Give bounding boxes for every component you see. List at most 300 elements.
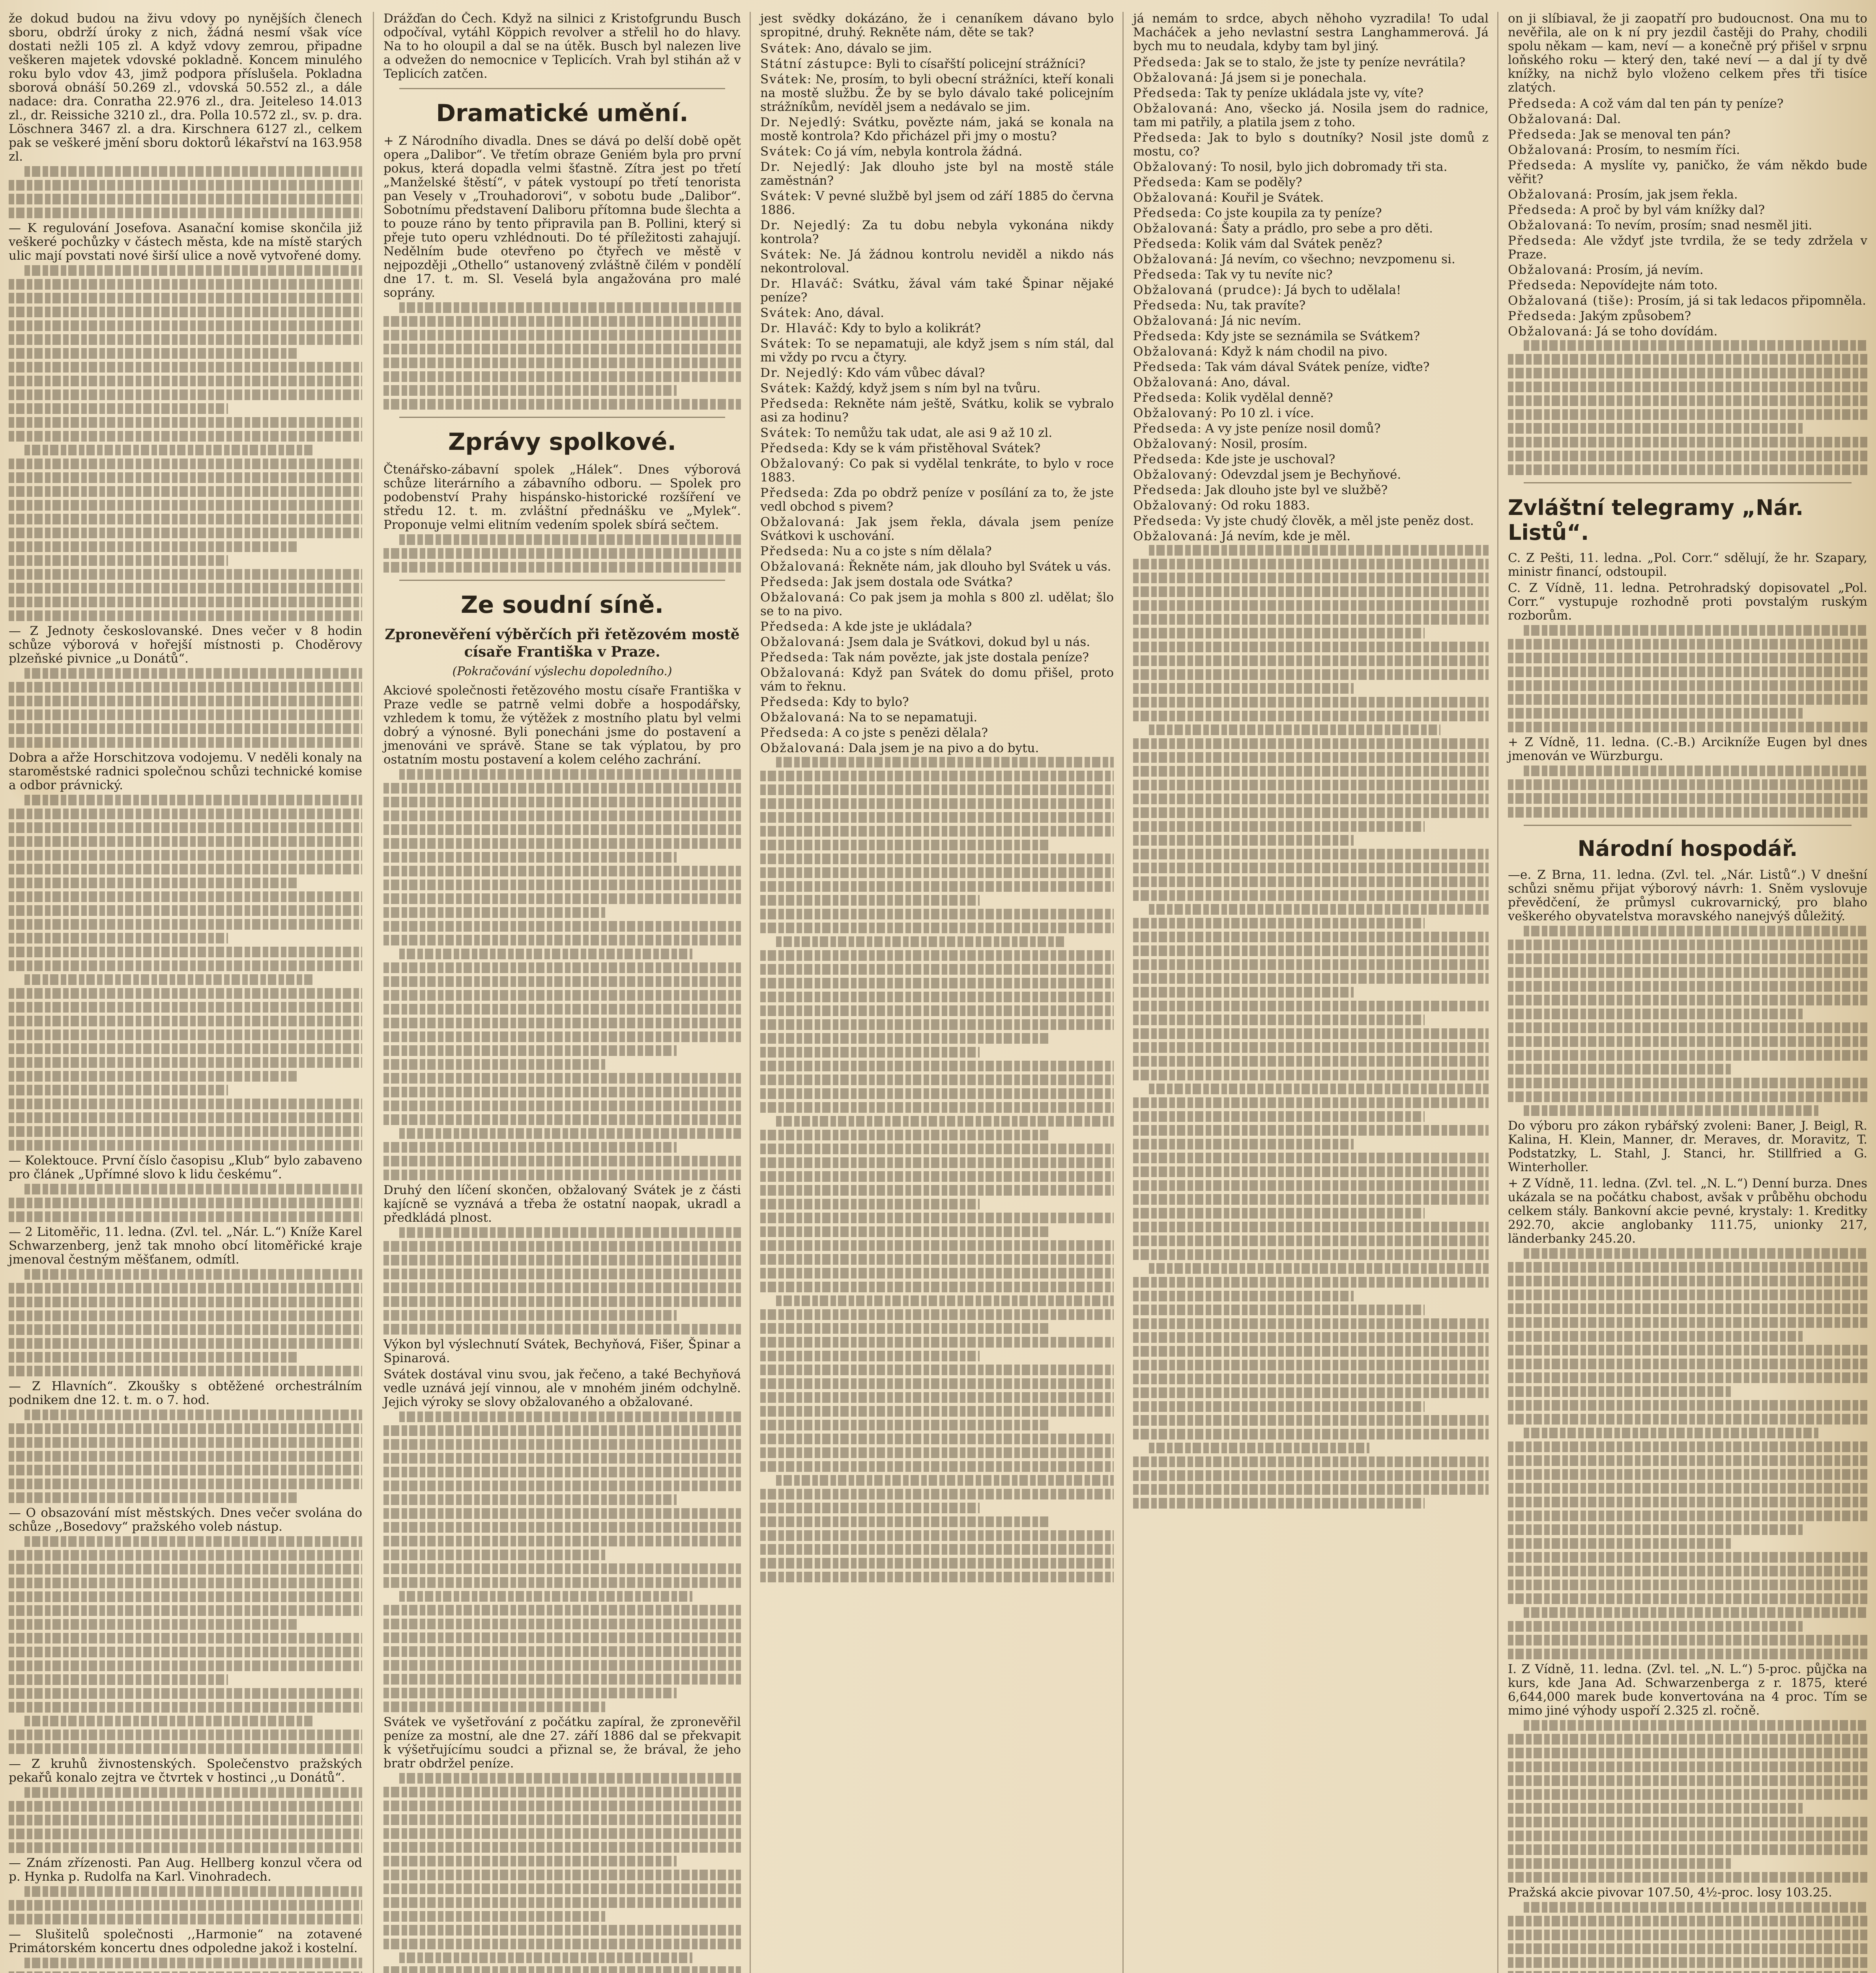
text-line [1508, 708, 1803, 719]
speech-text: Vy jste chudý člověk, a měl jste peněz dost. [1205, 514, 1474, 528]
speech-text: Jak dlouho jste byl ve službě? [1205, 483, 1388, 497]
text-line [760, 1365, 1114, 1375]
text-line [1508, 807, 1867, 818]
text-line [9, 1451, 362, 1462]
dialogue-line: Předseda: Kdy to bylo? [760, 695, 909, 709]
dialogue-line: Svátek: To se nepamatuji, ale když jsem s ním stál, dal mi vždy po rvcu a čtyry. [760, 337, 1114, 365]
text-line [1508, 1775, 1867, 1786]
body-lines [383, 1411, 741, 1712]
text-line [9, 809, 362, 819]
text-line [1149, 545, 1489, 556]
text-line [1133, 1374, 1489, 1384]
speaker-name: Předseda [1508, 158, 1572, 172]
text-line [1508, 1400, 1867, 1411]
text-line [1508, 1303, 1867, 1314]
text-line [9, 1099, 362, 1109]
dialogue-line: Předseda: Kolik vám dal Svátek peněz? [1133, 237, 1382, 251]
speaker-name: Obžalovaná (tiše) [1508, 294, 1629, 308]
speaker-name: Obžalovaný [1133, 406, 1213, 420]
text-line [399, 1591, 692, 1602]
text-line [9, 362, 362, 373]
speaker-name: Obžalovaná [760, 741, 841, 755]
text-line [383, 399, 741, 410]
speech-text: A proč by byl vám knížky dal? [1580, 203, 1765, 217]
speech-text: Odevzdal jsem je Bechyňové. [1221, 468, 1401, 482]
speech-text: Tak vy tu nevíte nic? [1205, 268, 1333, 282]
text-line [383, 921, 741, 932]
speaker-name: Svátek [760, 144, 807, 159]
text-line [24, 974, 314, 985]
speaker-name: Dr. Nejedlý [760, 218, 847, 232]
article-zridenost: — Znám zřízenosti. Pan Aug. Hellberg konzul včera od p. Hynka p. Rudolfa na Karl. Vinohradech. [9, 1856, 362, 1884]
speaker-name: Obžalovaná [1133, 375, 1214, 389]
text-line [1508, 779, 1867, 790]
text-line [1508, 1858, 1731, 1869]
text-line [9, 947, 362, 957]
text-line [1508, 1971, 1867, 1973]
text-line [1133, 614, 1489, 625]
dialogue-line: Státní zástupce: Byli to císařští policejní strážníci? [760, 57, 1086, 71]
text-line [383, 1856, 677, 1866]
speaker-name: Předseda [1133, 131, 1197, 145]
text-line [1133, 973, 1489, 984]
text-line [1149, 1443, 1369, 1453]
column-rule [1122, 12, 1124, 1973]
speaker-name: Předseda [760, 544, 825, 558]
speech-text: Co pak jsem ja mohla s 800 zl. udělat; šlo se to na pivo. [760, 590, 1114, 618]
dialogue-line: Dr. Nejedlý: Jak dlouho jste byl na mostě stále zaměstnán? [760, 160, 1114, 188]
speech-text: Kdy to bylo a kolikrát? [841, 321, 981, 335]
speaker-name: Obžalovaná [1508, 263, 1588, 277]
text-line [383, 1660, 741, 1671]
text-line [9, 709, 362, 720]
telegram: + Z Vídně, 11. ledna. (C.-B.) Arcikníže Eugen byl dnes jmenován ve Würzburgu. [1508, 735, 1867, 763]
dialogue-line: Předseda: A myslíte vy, paničko, že vám někdo bude věřit? [1508, 158, 1867, 186]
text-line [776, 936, 1066, 947]
text-line [1133, 628, 1425, 638]
text-line [383, 976, 741, 987]
text-line [760, 1033, 1050, 1044]
text-line [760, 1392, 1114, 1403]
speech-text: Tak ty peníze ukládala jste vy, víte? [1205, 86, 1423, 100]
text-line [1133, 835, 1354, 846]
text-line [1133, 1360, 1489, 1370]
speech-text: Když k nám chodil na pivo. [1221, 344, 1388, 359]
text-line [383, 1453, 741, 1464]
speech-text: Dal. [1596, 112, 1621, 126]
text-line [1508, 653, 1867, 663]
text-line [9, 1619, 299, 1630]
speech-text: To nosil, bylo jich dobromady tři sta. [1221, 160, 1448, 174]
text-line [383, 1310, 677, 1321]
dialogue-line: Předseda: A což vám dal ten pán ty peníze? [1508, 97, 1784, 111]
text-line [9, 1492, 299, 1503]
text-line [776, 1295, 1114, 1306]
text-line [760, 784, 1114, 795]
text-line [1133, 1235, 1489, 1246]
speech-text: Prosím, to nesmím říci. [1596, 143, 1740, 157]
text-line [1133, 1194, 1489, 1205]
speaker-name: Předseda [1133, 360, 1197, 374]
text-line [760, 895, 980, 906]
text-line [1508, 1734, 1867, 1745]
article-jednoty: — Z Jednoty českoslovanské. Dnes večer v 8 hodin schůze výborová v hořejší místnosti p. Choděrovy plzeňské pivnice „u Donátů“. [9, 624, 362, 666]
speaker-name: Předseda [1133, 298, 1197, 313]
speech-text: A kde jste je ukládala? [832, 620, 972, 634]
text-line [1508, 437, 1867, 447]
speech-text: Prosím, já nevím. [1596, 263, 1704, 277]
text-line [9, 1660, 362, 1671]
text-line [9, 723, 362, 734]
text-line [9, 403, 228, 414]
text-line [760, 1171, 1114, 1182]
text-line [1149, 1084, 1489, 1094]
text-line [1133, 1028, 1489, 1039]
article-hospodar-5: Pražská akcie pivovar 107.50, 4½-proc. losy 103.25. [1508, 1885, 1832, 1900]
text-line [383, 1842, 741, 1853]
speaker-name: Dr. Nejedlý [760, 160, 846, 174]
text-line [760, 1516, 1050, 1527]
speaker-name: Předseda [1133, 55, 1197, 69]
article-hospodar-4: I. Z Vídně, 11. ledna. (Zvl. tel. „N. L.“) 5-proc. půjčka na kurs, kde Jana Ad. Schwarzenberga z r. 1875, které 6,644,000 marek bude konvertována na 4 proc. Tím se mimo jiné výhody uspoří 2.325 zl. ročně. [1508, 1662, 1867, 1718]
text-line [1508, 1455, 1867, 1466]
speech-text: Kdo vám vůbec dával? [847, 366, 985, 380]
dialogue-line: Dr. Nejedlý: Kdo vám vůbec dával? [760, 366, 985, 380]
text-line [9, 919, 362, 930]
body-lines [383, 1773, 741, 1973]
speaker-name: Předseda [760, 726, 825, 740]
text-line [1133, 987, 1354, 998]
speaker-name: Obžalovaný [1133, 468, 1213, 482]
text-line [760, 1088, 1114, 1099]
article-zpravy: Čtenářsko-zábavní spolek „Hálek“. Dnes výborová schůze literárního a zábavního odboru. — Spolek pro podobenství Prahy hispánsko-historické rozšíření ve středu 12. t. m. zvláštní přednášku ve „Mylek“. Proponuje velmi elitním vedením spolek sbírá sečtem. [383, 462, 741, 532]
speech-text: Po 10 zl. i více. [1221, 406, 1314, 420]
speech-text: Ne. Já žádnou kontrolu neviděl a nikdo nás nekontroloval. [760, 247, 1114, 275]
article-text: jest svědky dokázáno, že i cenaníkem dávano bylo spropitné, druhý. Rekněte nám, děte se tak? [760, 12, 1114, 39]
divider [1524, 482, 1852, 483]
text-line [760, 1351, 980, 1361]
text-line [1133, 1429, 1489, 1440]
speaker-name: Předseda [760, 486, 825, 500]
speaker-name: Obžalovaná [760, 666, 841, 680]
text-line [9, 320, 362, 331]
text-line [9, 555, 228, 566]
speaker-name: Předseda [1133, 391, 1197, 405]
text-line [1133, 945, 1489, 956]
article-hospodar-2: Do výboru pro zákon rybářský zvoleni: Baner, J. Beigl, R. Kalina, H. Klein, Manner, dr. Meraves, dr. Moravitz, T. Podstatzky, L. Stahl, J. Stanci, hr. Stillfried a G. Winterholler. [1508, 1119, 1867, 1174]
text-line [1149, 904, 1489, 915]
text-line [1133, 752, 1489, 763]
dialogue-line: Obžalovaná: Ano, všecko já. Nosila jsem do radnice, tam mi patřily, a platila jsem z toho. [1133, 101, 1489, 129]
speech-text: To se nepamatuji, ale když jsem s ním stál, dal mi vždy po rvcu a čtyry. [760, 337, 1114, 365]
text-line [1508, 1957, 1867, 1968]
dialogue-line: Předseda: Ale vždyť jste tvrdila, že se tedy zdržela v Praze. [1508, 234, 1867, 262]
dialogue-line: Předseda: Tak vy tu nevíte nic? [1133, 268, 1333, 282]
text-line [9, 1352, 299, 1363]
dialogue-line: Předseda: Nu, tak pravíte? [1133, 298, 1306, 313]
text-line [1508, 1930, 1867, 1940]
speaker-name: Obžalovaná [1508, 324, 1588, 339]
body-lines [9, 265, 362, 621]
text-line [383, 783, 741, 794]
text-line [1508, 1078, 1867, 1088]
text-line [1524, 1105, 1818, 1116]
text-line [9, 878, 299, 888]
text-line [9, 682, 362, 693]
text-line [9, 569, 362, 580]
text-line [1508, 382, 1867, 392]
text-line [9, 514, 362, 524]
speaker-name: Předseda [760, 575, 825, 589]
text-line [1133, 711, 1489, 721]
text-line [1524, 766, 1867, 776]
speech-text: Jak to bylo s doutníky? Nosil jste domů z mostu, co? [1133, 131, 1489, 159]
text-line [1508, 464, 1867, 475]
text-line [760, 964, 1114, 975]
dialogue-line: Předseda: A vy jste peníze nosil domů? [1133, 421, 1381, 436]
text-line [383, 1897, 741, 1908]
dialogue-line: Obžalovaná: Ano, dával. [1133, 375, 1291, 389]
speaker-name: Předseda [1508, 127, 1572, 142]
dialogue-line: Obžalovaná: Já jsem si je ponechala. [1133, 71, 1367, 85]
text-line [1133, 1153, 1489, 1163]
speech-text: Dala jsem je na pivo a do bytu. [848, 741, 1039, 755]
text-line [1508, 1831, 1867, 1841]
speech-text: Jak se to stalo, že jste ty peníze nevrátila? [1205, 55, 1466, 69]
dialogue-line: Předseda: Tak nám povězte, jak jste dostala peníze? [760, 650, 1089, 665]
speaker-name: Obžalovaná [760, 635, 841, 649]
speaker-name: Předseda [1133, 206, 1197, 220]
speech-text: Kdy to bylo? [832, 695, 909, 709]
text-line [1133, 959, 1489, 970]
text-line [9, 1043, 362, 1054]
speech-text: Já nic nevím. [1221, 314, 1302, 328]
text-line [1133, 766, 1489, 777]
text-line [383, 1073, 741, 1084]
text-line [383, 1577, 741, 1588]
text-line [1133, 876, 1489, 887]
text-line [760, 881, 1114, 892]
text-line [9, 1297, 362, 1307]
dialogue-line: Předseda: Rekněte nám ještě, Svátku, kolik se vybralo asi za hodinu? [760, 397, 1114, 425]
text-line [9, 583, 362, 593]
text-line [383, 1481, 741, 1491]
text-line [1508, 423, 1803, 434]
column-1 [0, 12, 371, 1973]
speech-text: Jak dlouho jste byl na mostě stále zaměstnán? [760, 160, 1114, 188]
text-line [760, 909, 1114, 919]
text-line [9, 988, 362, 999]
text-line [1508, 1803, 1803, 1814]
article-zivnostenska: — Z kruhů živnostenských. Společenstvo pražských pekařů konalo zejtra ve čtvrtek v hostinci ,,u Donátů“. [9, 1757, 362, 1785]
text-line [383, 1828, 741, 1839]
text-line [383, 562, 741, 573]
text-line [760, 1378, 1114, 1389]
text-line [383, 1605, 741, 1615]
text-line [1133, 573, 1489, 583]
speaker-name: Obžalovaná [1133, 191, 1214, 205]
speech-text: Já jsem si je ponechala. [1221, 71, 1367, 85]
text-line [1508, 1524, 1803, 1535]
speaker-name: Předseda [1133, 329, 1197, 343]
text-line [9, 431, 362, 442]
speech-text: Prosím, jak jsem řekla. [1596, 187, 1738, 202]
text-line [383, 1296, 741, 1307]
dialogue-line: Předseda: Jak dlouho jste byl ve službě? [1133, 483, 1388, 497]
text-line [1133, 821, 1425, 832]
text-line [1133, 600, 1489, 611]
text-line [9, 864, 362, 874]
text-line [1133, 683, 1354, 694]
text-line [9, 376, 362, 386]
text-line [760, 1282, 1114, 1292]
text-line [383, 1646, 741, 1657]
section-heading-zpravy: Zprávy spolkové. [448, 428, 677, 456]
speech-text: Kolik vám dal Svátek peněz? [1205, 237, 1382, 251]
speech-text: Ale vždyť jste tvrdila, že se tedy zdržela v Praze. [1508, 234, 1867, 262]
text-line [9, 180, 362, 191]
text-line [1133, 697, 1489, 708]
dialogue-line: Svátek: Ne, prosím, to byli obecní strážníci, kteří konali na mostě službu. Že by se bylo dávalo také policejním strážníkům, nevíděl jsem a nedávalo se jim. [760, 72, 1114, 114]
text-line [383, 385, 677, 396]
article-drama: + Z Národního divadla. Dnes se dává po delší době opět opera „Dalibor“. Ve třetím obraze Geniém byla pro první pokus, která dopadla velmi šťastně. Zítra jest po třetí „Manželské štěstí“, v pátek vystoupí po třetí tenorista pan Vesely v „Trouhadorovi“, v sobotu bude „Dalibor“. Sobotnímu představení Daliboru přítomna bude šlechta a to pouze ráno by tento připravila pan B. Pollini, který si přeje tuto operu vzhlédnouti. Do té příležitosti zahajují. Nedělním bude otevřeno po čtyřech ve městě v nejpozději „Othello“ ustanovený zvláštně čilém v pondělí dne 17. t. m. Sl. Veselá byla angažována pro malé soprány. [383, 134, 741, 300]
speaker-name: Předseda [1508, 97, 1572, 111]
speech-text: Já bych to udělala! [1285, 283, 1401, 297]
text-line [383, 1324, 741, 1335]
text-line [1524, 340, 1867, 351]
text-line [9, 1815, 362, 1825]
text-line [9, 1112, 362, 1123]
speaker-name: Obžalovaná [760, 515, 841, 529]
dialogue-line: Obžalovaný: Odevzdal jsem je Bechyňové. [1133, 468, 1401, 482]
dialogue-line: Předseda: A co jste s penězi dělala? [760, 726, 988, 740]
dialogue-line: Obžalovaný: Co pak si vydělal tenkráte, to bylo v roce 1883. [760, 457, 1114, 485]
article-text: že dokud budou na živu vdovy po nynějších členech sboru, obdrží úroky z nich, žádná nesmí však více dostati nežli 105 zl. A když vdovy zemrou, připadne veškeren majetek vdovské pokladně. Koncem minulého roku bylo vdov 43, jimž podpora příslušela. Pokladna sborová obnáší 50.269 zl., vdovská 50.552 zl., a dále nadace: dra. Conratha 22.976 zl., dra. Jeiteleso 14.013 zl., dr. Reissiche 3210 zl., dra. Polla 10.572 zl., sv. p. dra. Löschnera 3467 zl. a dra. Kirschnera 6127 zl., celkem pak se veškeré jmění sboru doktorů lékařství na 163.958 zl. [9, 12, 362, 164]
dialogue-line: Předseda: Tak ty peníze ukládala jste vy, víte? [1133, 86, 1423, 100]
dialogue-line: Obžalovaný: To nosil, bylo jich dobromady tři sta. [1133, 160, 1448, 174]
text-line [9, 1437, 362, 1448]
dialogue-line: Dr. Hlaváč: Kdy to bylo a kolikrát? [760, 321, 981, 335]
text-line [760, 1558, 1114, 1569]
article-text: já nemám to srdce, abych něhoho vyzradila! To udal Macháček a jeho nevlastní sestra Langhammerová. Já bych mu to neudala, kdyby tam byl jiný. [1133, 12, 1489, 53]
body-lines [9, 1184, 362, 1222]
dialogue-line: Předseda: A proč by byl vám knížky dal? [1508, 203, 1765, 217]
text-line [383, 962, 741, 973]
text-line [1508, 1872, 1867, 1883]
text-line [1508, 1372, 1867, 1383]
text-line [1508, 1538, 1731, 1549]
dialogue-line: Předseda: Jak se menoval ten pán? [1508, 127, 1731, 142]
text-line [383, 1425, 741, 1436]
speaker-name: Svátek [760, 426, 807, 440]
speech-text: A co jste s penězi dělala? [832, 726, 988, 740]
text-line [24, 1184, 362, 1194]
text-line [383, 1101, 741, 1111]
text-line [383, 1522, 741, 1533]
dialogue-line: Obžalovaná (tiše): Prosím, já si tak ledacos připomněla. [1508, 294, 1866, 308]
text-line [1508, 1943, 1867, 1954]
text-line [383, 1814, 741, 1825]
text-line [760, 1061, 1114, 1071]
speech-text: Zda po obdrž peníze v posílání za to, že jste vedl obchod s pivem? [760, 486, 1114, 514]
speaker-name: Obžalovaná [760, 590, 841, 605]
text-line [1508, 953, 1867, 964]
dialogue-line: Svátek: Co já vím, nebyla kontrola žádná. [760, 144, 1023, 159]
speaker-name: Svátek [760, 337, 807, 351]
text-line [383, 1508, 741, 1519]
text-line [1133, 559, 1489, 569]
body-lines [9, 1269, 362, 1376]
speaker-name: Předseda [1133, 452, 1197, 466]
dialogue-line: Předseda: Jakým způsobem? [1508, 309, 1691, 323]
speaker-name: Obžalovaný [1133, 437, 1213, 451]
body-lines [9, 1886, 362, 1924]
text-line [760, 1144, 1114, 1154]
telegram: C. Z Vídně, 11. ledna. Petrohradský dopisovatel „Pol. Corr.“ vystupuje rozhodně proti povstalým ruským rozborům. [1508, 581, 1867, 623]
article-soud: Akciové společnosti řetězového mostu císaře Františka v Praze vedle se patrně velmi dobře a hospodářsky, vzhledem k tomu, že výtěžek z mostního platu byl velmi dobrý a výnosné. Byli ponecháni jsme do postavení a jmenováni ve správě. Stane se tak výplatou, by pro ostatním mostu postavení a kolem celého zachrání. [383, 683, 741, 767]
text-line [383, 1282, 741, 1293]
text-line [9, 1900, 362, 1911]
text-line [399, 949, 692, 959]
text-line [1133, 655, 1489, 666]
body-lines [1508, 625, 1867, 732]
text-line [1524, 1720, 1867, 1731]
speaker-name: Obžalovaná (prudce) [1133, 283, 1277, 297]
speech-text: To nemůžu tak udat, ale asi 9 až 10 zl. [815, 426, 1053, 440]
divider [1524, 825, 1852, 826]
speech-text: Já nevím, kde je měl. [1221, 529, 1351, 543]
text-line [1133, 1484, 1489, 1495]
text-line [1133, 1139, 1354, 1149]
text-line [383, 1702, 605, 1712]
text-line [9, 891, 362, 902]
text-line [1133, 807, 1489, 818]
text-line [1133, 642, 1489, 652]
article-litomerice: — 2 Litoměřic, 11. ledna. (Zvl. tel. „Nár. L.“) Kníže Karel Schwarzenberg, jenž tak mnoho obcí litoměřické kraje jmenoval čestným měšťanem, odmítl. [9, 1225, 362, 1267]
text-line [383, 1018, 741, 1028]
speaker-name: Předseda [1133, 86, 1197, 100]
speaker-name: Předseda [760, 695, 825, 709]
text-line [1133, 1097, 1489, 1108]
speaker-name: Předseda [760, 620, 825, 634]
text-line [383, 1966, 741, 1973]
text-line [399, 1952, 692, 1963]
text-line [1133, 890, 1489, 901]
text-line [760, 867, 1114, 878]
text-line [760, 826, 1114, 837]
speech-text: Jakým způsobem? [1580, 309, 1691, 323]
speech-text: Kolik vydělal denně? [1205, 391, 1333, 405]
text-line [9, 933, 228, 943]
text-line [760, 1240, 1114, 1251]
article-text: Drážďan do Čech. Když na silnici z Kristofgrundu Busch odpočíval, vytáhl Köppich revolver a střelil ho do hlavy. Na to ho oloupil a dal se na útěk. Busch byl nalezen live a odvežen do nemocnice v Teplicích. Vrah byl stihán až v Teplicích zatčen. [383, 12, 741, 81]
text-line [383, 371, 741, 382]
speech-text: Tak nám povězte, jak jste dostala peníze? [832, 650, 1089, 665]
speech-text: Svátku, povězte nám, jaká se konala na mostě kontrola? Kdo přicházel při jmy o mostu? [760, 115, 1114, 143]
text-line [1508, 1276, 1867, 1286]
text-line [760, 812, 1114, 823]
text-line [1524, 625, 1867, 636]
text-line [1508, 1064, 1731, 1074]
speaker-name: Obžalovaný [1133, 498, 1213, 513]
text-line [1133, 586, 1489, 597]
speech-text: Kde jste je uschoval? [1205, 452, 1335, 466]
text-line [9, 1016, 362, 1026]
dialogue-line: Předseda: Vy jste chudý člověk, a měl jste peněz dost. [1133, 514, 1474, 528]
speech-text: Za tu dobu nebyla vykonána nikdy kontrola? [760, 218, 1114, 246]
text-line [1133, 1015, 1425, 1025]
speaker-name: Předseda [760, 441, 825, 455]
